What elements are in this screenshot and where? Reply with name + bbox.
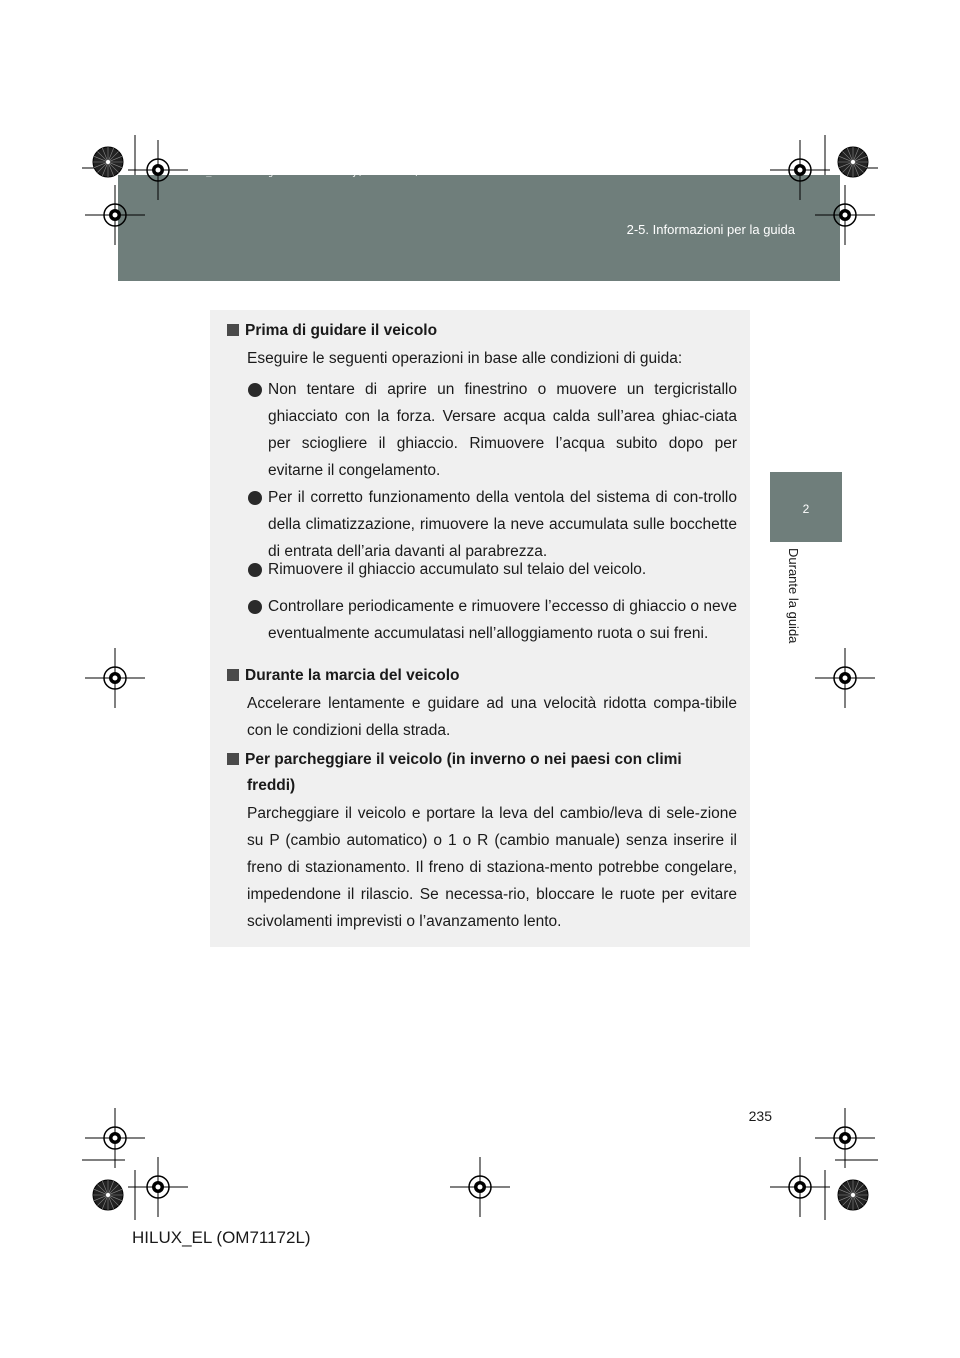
section-intro: Parcheggiare il veicolo e portare la leva del cambio/leva di sele-zione su P (cambio automatico) o 1 o R (cambio manuale) senza inserire il freno di stazionamento. Il freno di staziona-mento potrebbe congelare, impedendone il rilascio. Se necessa-rio, bloccare le ruote per evitare scivolamenti imprevisti o l’avanzamento lento.: [247, 805, 737, 930]
section-heading-while-driving: Durante la marcia del veicolo: [227, 665, 460, 687]
section-heading-parking-cont: freddi): [247, 777, 296, 794]
section-intro: Eseguire le seguenti operazioni in base alle condizioni di guida:: [247, 350, 683, 367]
chapter-number: 2: [802, 502, 810, 516]
bullet-text: Non tentare di aprire un finestrino o muovere un tergicristallo ghiacciato con la forza. Versare acqua calda sull’area ghiac-ciata per sciogliere il ghiaccio. Rimuovere l’acqua subito dopo per evitarne il congelamento.: [268, 381, 737, 479]
book-stamp: HILUX_EL.book Page 235 Wednesday, March 23, 2011 3:30 PM: [178, 168, 493, 178]
model-code: HILUX_EL (OM71172L): [132, 1228, 311, 1247]
bullet-text: Per il corretto funzionamento della ventola del sistema di con-trollo della climatizzazione, rimuovere la neve accumulata sulle bocchette di entrata dell’aria davanti al parabrezza.: [268, 489, 737, 560]
section-title: 2-5. Informazioni per la guida: [626, 222, 795, 237]
chapter-label: Durante la guida: [786, 548, 801, 644]
bullet-text: Controllare periodicamente e rimuovere l’eccesso di ghiaccio o neve eventualmente accumulatasi nell’alloggiamento ruota o sui freni.: [268, 598, 737, 642]
section-heading-before-driving: Prima di guidare il veicolo: [227, 320, 437, 342]
bullet-text: Rimuovere il ghiaccio accumulato sul telaio del veicolo.: [268, 561, 647, 578]
page-number: 235: [748, 1108, 772, 1124]
section-heading-parking: Per parcheggiare il veicolo (in inverno o nei paesi con climi: [227, 749, 682, 771]
section-intro: Accelerare lentamente e guidare ad una velocità ridotta compa-tibile con le condizioni della strada.: [247, 695, 737, 739]
crop-lines: [82, 135, 878, 1220]
